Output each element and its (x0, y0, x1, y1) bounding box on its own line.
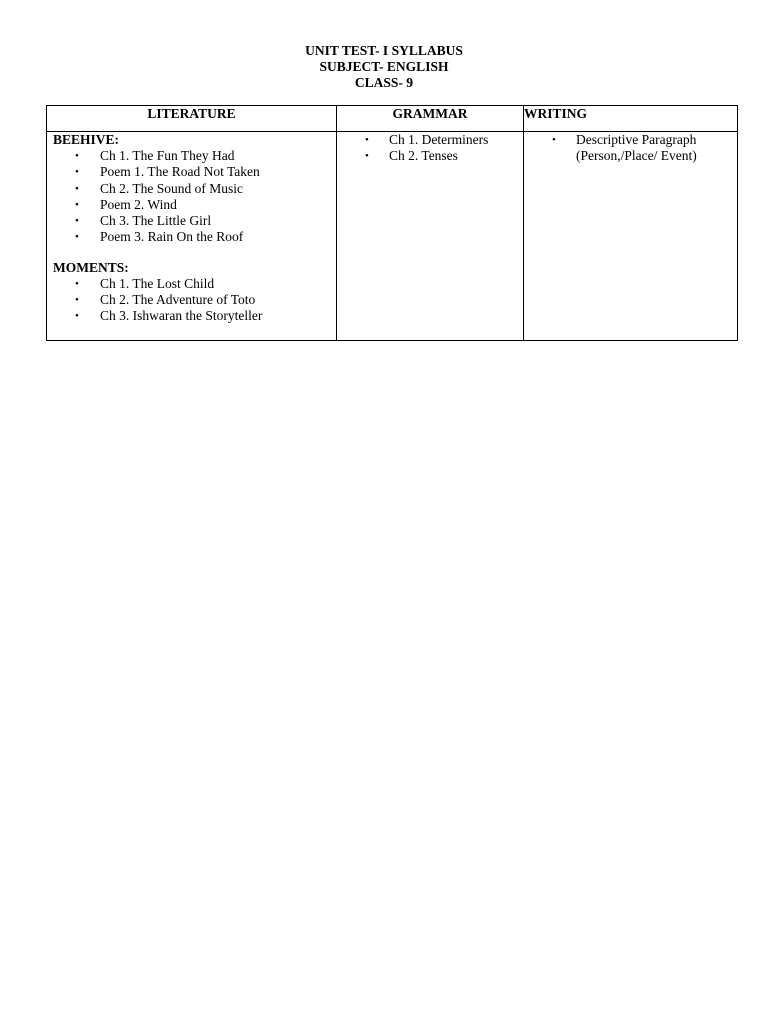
writing-list (524, 132, 737, 165)
heading-subject: SUBJECT- ENGLISH (319, 59, 449, 74)
beehive-title: BEEHIVE: (53, 132, 120, 147)
bullet-icon: • (75, 150, 79, 162)
list-item-text: Ch 2. The Adventure of Toto (100, 292, 256, 308)
table-header-row (47, 106, 738, 132)
heading-class: CLASS- 9 (354, 75, 414, 90)
table-row (47, 132, 738, 341)
list-item (47, 164, 336, 180)
list-item (47, 213, 336, 229)
list-item-text: Descriptive Paragraph (Person,/Place/ Event) (576, 132, 697, 164)
header-writing: WRITING (524, 106, 738, 132)
bullet-icon: • (75, 294, 79, 307)
list-item (47, 148, 336, 164)
list-item (47, 292, 336, 308)
heading-title: UNIT TEST- I SYLLABUS (305, 43, 463, 58)
moments-title: MOMENTS: (53, 259, 129, 275)
grammar-list (337, 132, 523, 165)
list-item (47, 276, 336, 292)
beehive-list (47, 148, 336, 246)
literature-cell (47, 132, 337, 341)
list-item (337, 148, 523, 164)
bullet-icon: • (75, 166, 79, 179)
list-item (524, 132, 737, 165)
list-item (47, 181, 336, 197)
list-item-text: Poem 2. Wind (100, 196, 177, 212)
grammar-cell (337, 132, 524, 341)
list-item-text: Poem 1. The Road Not Taken (100, 164, 260, 180)
header-literature: LITERATURE (47, 106, 337, 132)
list-item-text: Ch 1. Determiners (389, 132, 489, 147)
document-heading (0, 43, 768, 91)
list-item (47, 229, 336, 245)
bullet-icon: • (552, 134, 556, 146)
list-item-text: Poem 3. Rain On the Roof (100, 229, 244, 245)
list-item-text: Ch 1. The Lost Child (100, 275, 215, 291)
moments-list (47, 276, 336, 325)
list-item-text: Ch 3. The Little Girl (100, 213, 212, 229)
list-item-text: Ch 3. Ishwaran the Storyteller (100, 308, 263, 324)
list-item-text: Ch 2. Tenses (389, 148, 458, 164)
list-item (337, 132, 523, 148)
bullet-icon: • (365, 134, 369, 146)
bullet-icon: • (75, 215, 79, 228)
header-grammar: GRAMMAR (337, 106, 524, 132)
bullet-icon: • (75, 310, 79, 323)
list-item (47, 197, 336, 213)
list-item (47, 308, 336, 324)
bullet-icon: • (75, 182, 79, 195)
syllabus-table (46, 105, 738, 341)
writing-cell (524, 132, 738, 341)
list-item-text: Ch 2. The Sound of Music (100, 180, 244, 196)
bullet-icon: • (365, 150, 369, 163)
section-spacer (47, 246, 336, 260)
bullet-icon: • (75, 231, 79, 244)
list-item-text: Ch 1. The Fun They Had (100, 148, 235, 163)
bullet-icon: • (75, 277, 79, 290)
bullet-icon: • (75, 198, 79, 211)
